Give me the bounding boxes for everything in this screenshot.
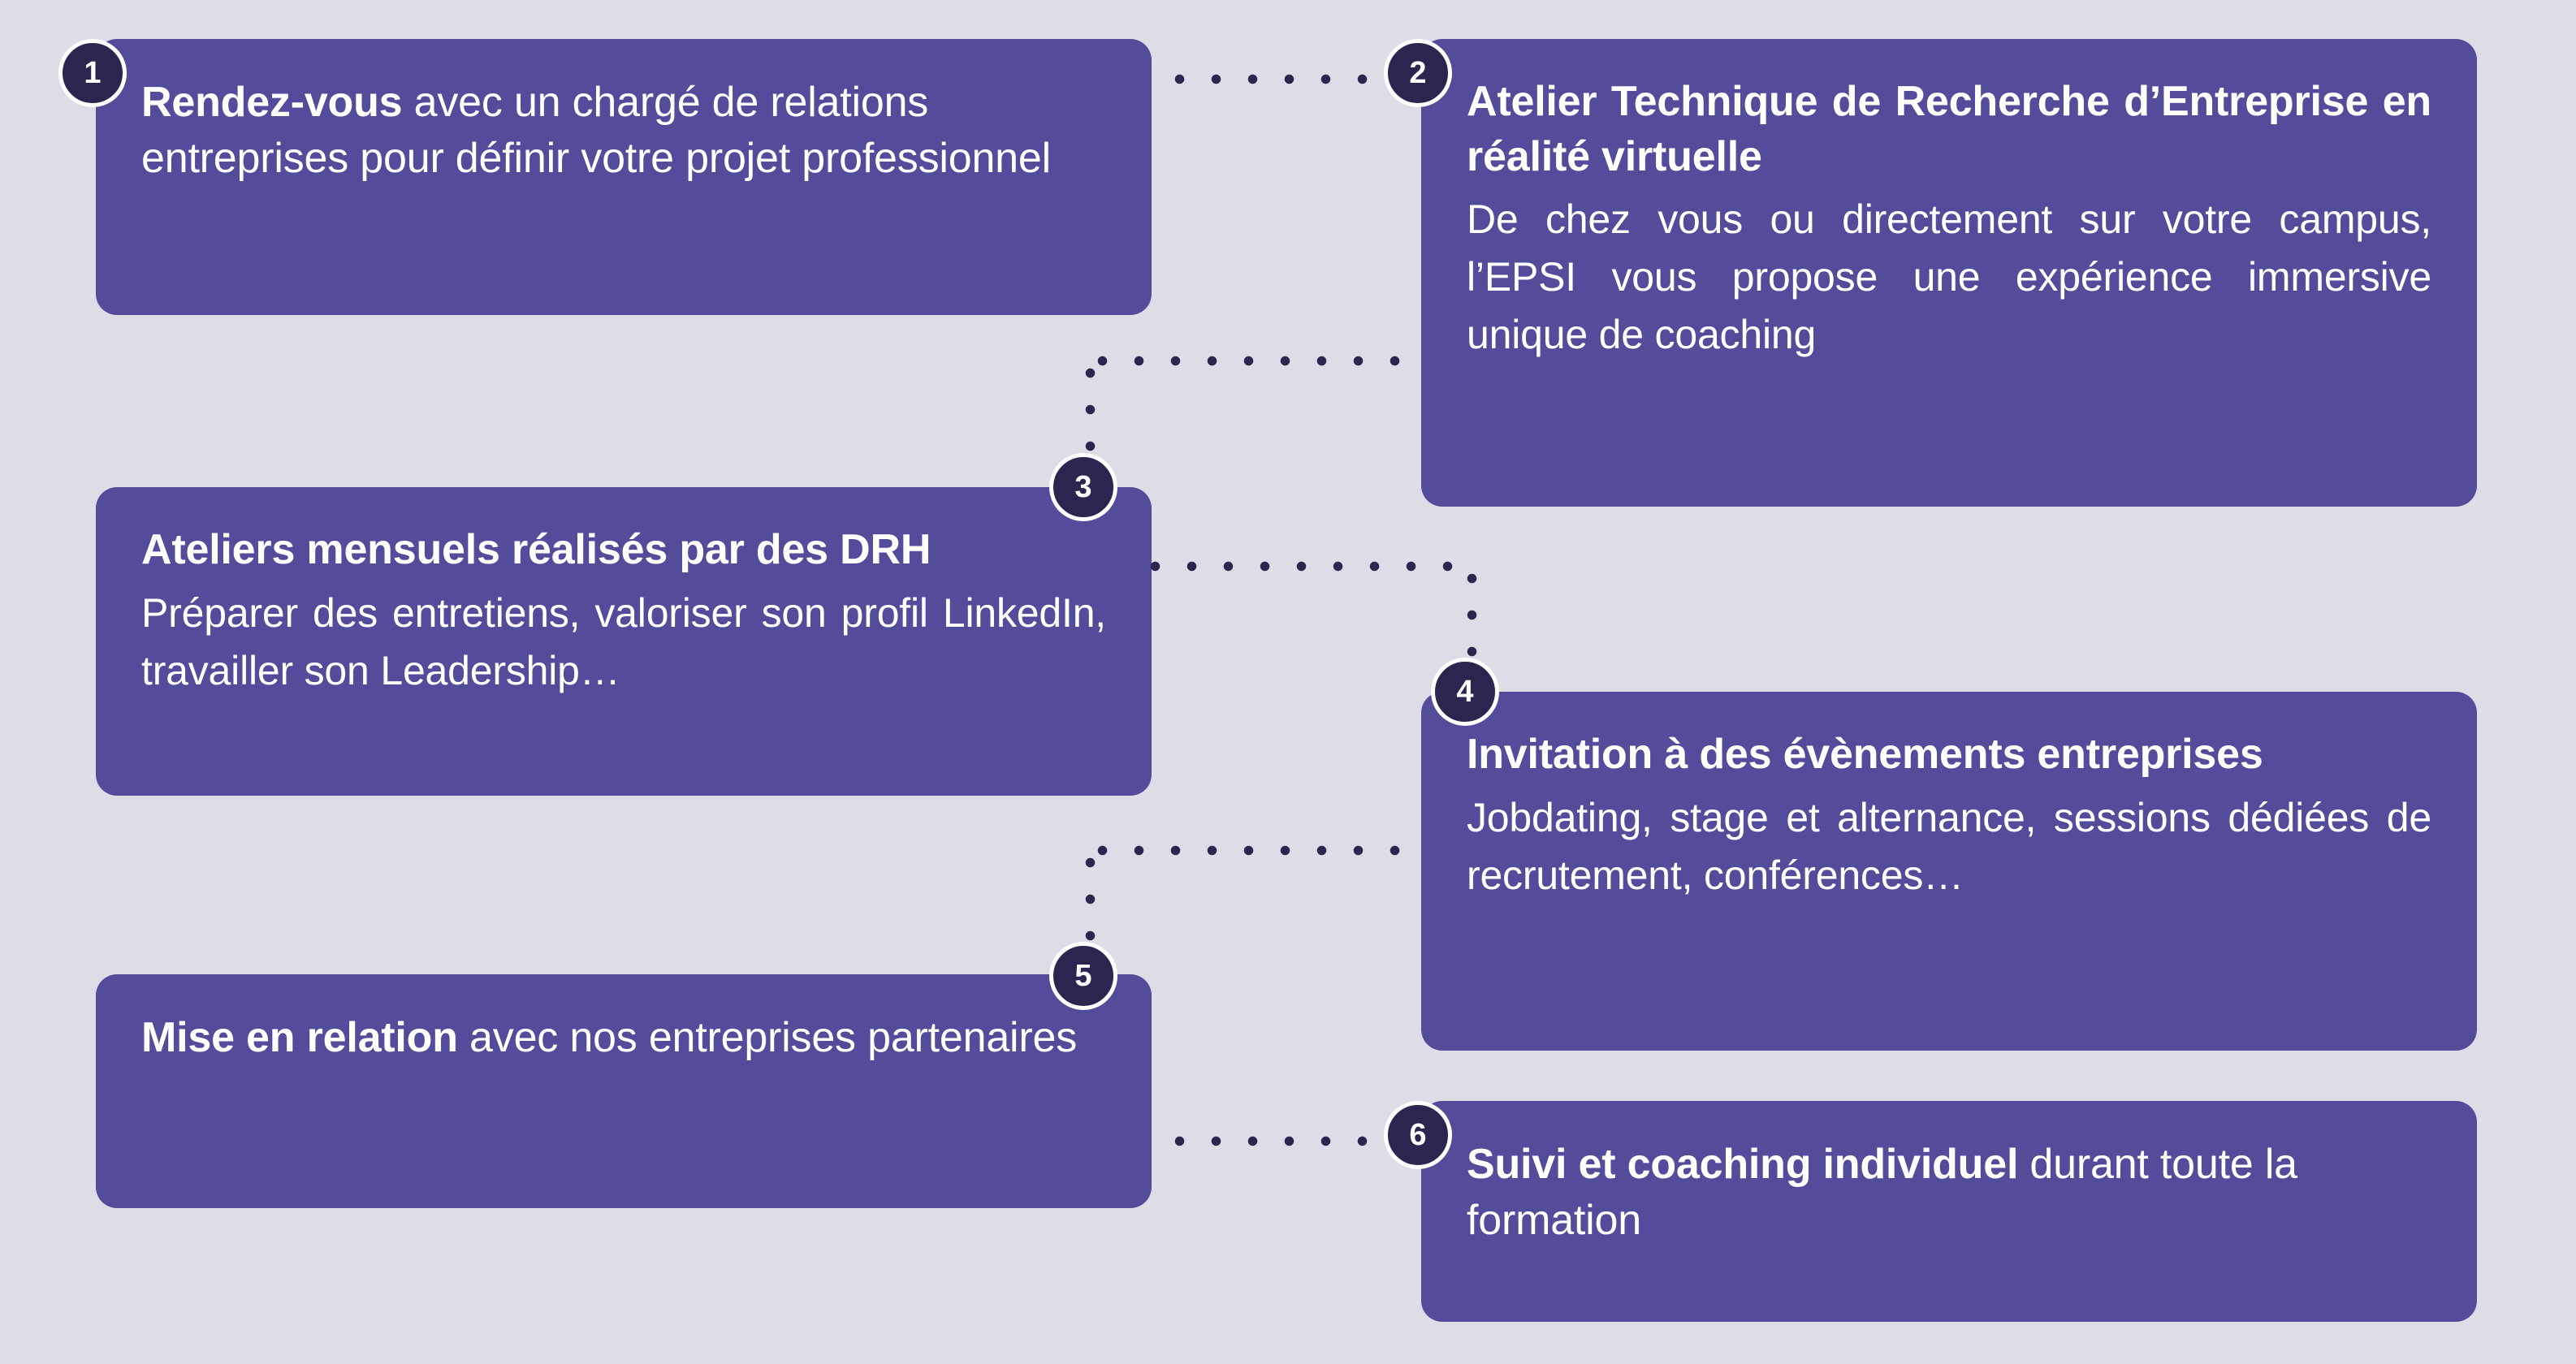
step-3-title: Ateliers mensuels réalisés par des DRH bbox=[141, 526, 931, 573]
step-card-1[interactable] bbox=[96, 39, 1152, 315]
step-4-body: Jobdating, stage et alternance, sessions dédiées de recrutement, conférences… bbox=[1467, 794, 2431, 898]
step-badge-3 bbox=[1049, 453, 1117, 521]
step-card-6[interactable] bbox=[1421, 1101, 2477, 1322]
connector-1-to-2 bbox=[1161, 73, 1397, 85]
step-3-body: Préparer des entretiens, valoriser son profil LinkedIn, travailler son Leadership… bbox=[141, 589, 1106, 693]
connector-4-to-5 bbox=[1084, 844, 1425, 857]
step-badge-4-number: 4 bbox=[1456, 674, 1474, 709]
connector-3-to-4-drop bbox=[1466, 560, 1478, 658]
step-badge-1-number: 1 bbox=[84, 55, 102, 90]
step-6-title: Suivi et coaching individuel bbox=[1467, 1141, 2019, 1188]
step-5-title-rest: avec nos entreprises partenaires bbox=[457, 1014, 1078, 1061]
step-6-title-rest: durant toute la formation bbox=[1467, 1141, 2297, 1245]
step-badge-2 bbox=[1384, 39, 1452, 107]
step-card-5[interactable] bbox=[96, 974, 1152, 1208]
connector-5-to-6 bbox=[1161, 1135, 1397, 1147]
connector-3-to-4 bbox=[1137, 560, 1478, 572]
step-badge-3-number: 3 bbox=[1074, 469, 1092, 504]
step-card-2[interactable] bbox=[1421, 39, 2477, 507]
step-badge-4 bbox=[1431, 658, 1499, 726]
step-badge-5 bbox=[1049, 942, 1117, 1010]
step-1-title: Rendez-vous bbox=[141, 79, 403, 126]
step-badge-2-number: 2 bbox=[1409, 55, 1427, 90]
step-badge-5-number: 5 bbox=[1074, 958, 1092, 993]
step-5-text bbox=[141, 1010, 1106, 1066]
step-2-body: De chez vous ou directement sur votre campus, l’EPSI vous propose une expérience immersive unique de coaching bbox=[1467, 196, 2431, 358]
step-badge-1 bbox=[58, 39, 127, 107]
step-2-title: Atelier Technique de Recherche d’Entreprise en réalité virtuelle bbox=[1467, 78, 2431, 180]
step-badge-6 bbox=[1384, 1101, 1452, 1169]
step-1-title-rest: avec un chargé de relations entreprises pour définir votre projet professionnel bbox=[141, 79, 1051, 183]
step-card-4[interactable] bbox=[1421, 692, 2477, 1051]
connector-2-to-3-drop bbox=[1084, 355, 1096, 452]
connector-2-to-3 bbox=[1084, 355, 1425, 367]
step-badge-6-number: 6 bbox=[1409, 1117, 1427, 1152]
step-6-text bbox=[1467, 1137, 2431, 1249]
step-4-title: Invitation à des évènements entreprises bbox=[1467, 731, 2263, 778]
connector-4-to-5-drop bbox=[1084, 844, 1096, 942]
step-1-text bbox=[141, 75, 1106, 187]
step-card-3[interactable] bbox=[96, 487, 1152, 796]
step-5-title: Mise en relation bbox=[141, 1014, 458, 1061]
